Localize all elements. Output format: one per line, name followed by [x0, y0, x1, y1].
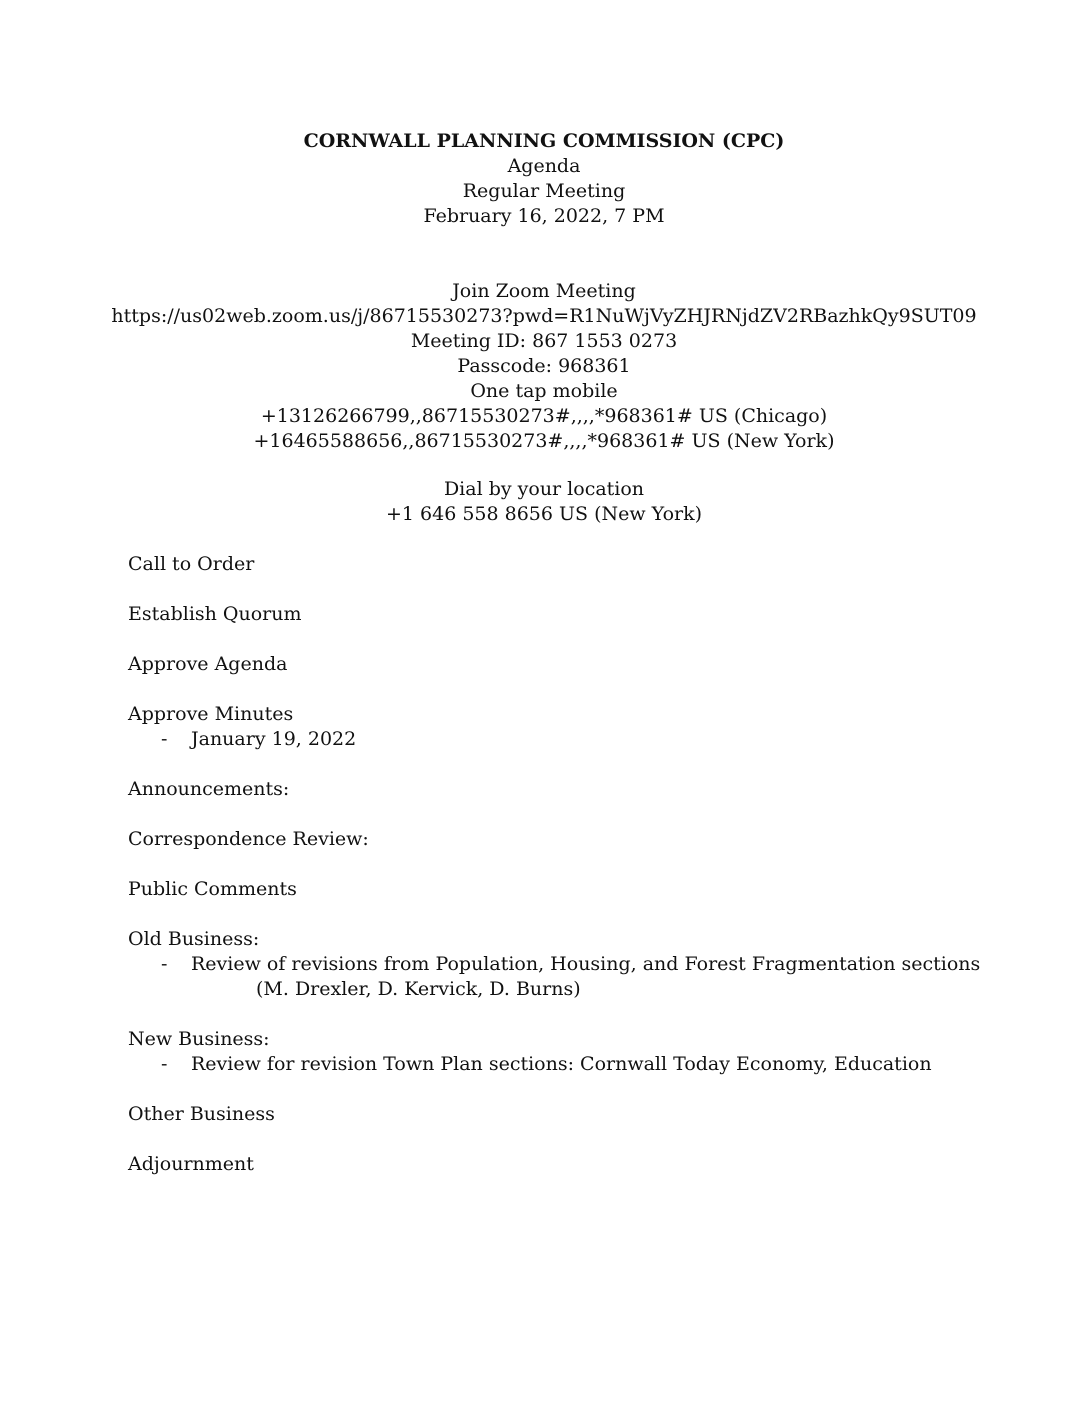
document-type: Agenda	[507, 155, 581, 177]
bullet-dash: -	[161, 953, 168, 975]
bullet-dash: -	[161, 1053, 168, 1075]
item-title: Old Business:	[128, 928, 260, 950]
item-title: Adjournment	[128, 1153, 254, 1175]
agenda-item-approve-minutes	[128, 702, 1028, 752]
bullet-dash: -	[161, 728, 168, 750]
item-title: New Business:	[128, 1028, 270, 1050]
old-business-description: Review of revisions from Population, Housing, and Forest Fragmentation sections	[191, 953, 981, 975]
item-title: Establish Quorum	[128, 603, 302, 625]
dial-number: +1 646 558 8656 US (New York)	[385, 503, 703, 525]
agenda-item-establish-quorum	[128, 602, 1028, 627]
item-title: Announcements:	[128, 778, 290, 800]
zoom-info	[0, 279, 1088, 454]
agenda-item-new-business	[128, 1027, 1028, 1077]
agenda-item-approve-agenda	[128, 652, 1028, 677]
old-business-subitem	[128, 952, 1028, 1002]
item-title: Approve Agenda	[128, 653, 288, 675]
agenda-item-announcements	[128, 777, 1028, 802]
agenda-item-old-business	[128, 927, 1028, 1002]
new-business-description: Review for revision Town Plan sections: Cornwall Today Economy, Education	[191, 1053, 932, 1075]
join-zoom-label: Join Zoom Meeting	[452, 280, 636, 302]
tap-number-new-york: +16465588656,,86715530273#,,,,*968361# US (New York)	[253, 430, 835, 452]
minutes-date: January 19, 2022	[191, 728, 357, 750]
new-business-subitem	[128, 1052, 1028, 1077]
meeting-id: Meeting ID: 867 1553 0273	[410, 330, 678, 352]
meeting-type: Regular Meeting	[462, 180, 626, 202]
one-tap-label: One tap mobile	[470, 380, 618, 402]
item-title: Call to Order	[128, 553, 255, 575]
zoom-url-link[interactable]: https://us02web.zoom.us/j/86715530273?pwd=R1NuWjVyZHJRNjdZV2RBazhkQy9SUT09	[111, 305, 977, 327]
meeting-date-time: February 16, 2022, 7 PM	[423, 205, 665, 227]
old-business-names: (M. Drexler, D. Kervick, D. Burns)	[256, 978, 581, 1000]
minutes-subitem	[128, 727, 1028, 752]
agenda-item-correspondence	[128, 827, 1028, 852]
item-title: Correspondence Review:	[128, 828, 369, 850]
dial-label: Dial by your location	[443, 478, 645, 500]
item-title: Other Business	[128, 1103, 275, 1125]
agenda-list	[128, 552, 1028, 1202]
page-title: CORNWALL PLANNING COMMISSION (CPC)	[303, 130, 785, 152]
dial-info	[0, 477, 1088, 527]
passcode: Passcode: 968361	[457, 355, 631, 377]
document-header	[0, 129, 1088, 229]
agenda-item-adjournment	[128, 1152, 1028, 1177]
item-title: Approve Minutes	[128, 703, 294, 725]
item-title: Public Comments	[128, 878, 297, 900]
agenda-item-public-comments	[128, 877, 1028, 902]
tap-number-chicago: +13126266799,,86715530273#,,,,*968361# US (Chicago)	[260, 405, 828, 427]
agenda-item-other-business	[128, 1102, 1028, 1127]
agenda-item-call-to-order	[128, 552, 1028, 577]
